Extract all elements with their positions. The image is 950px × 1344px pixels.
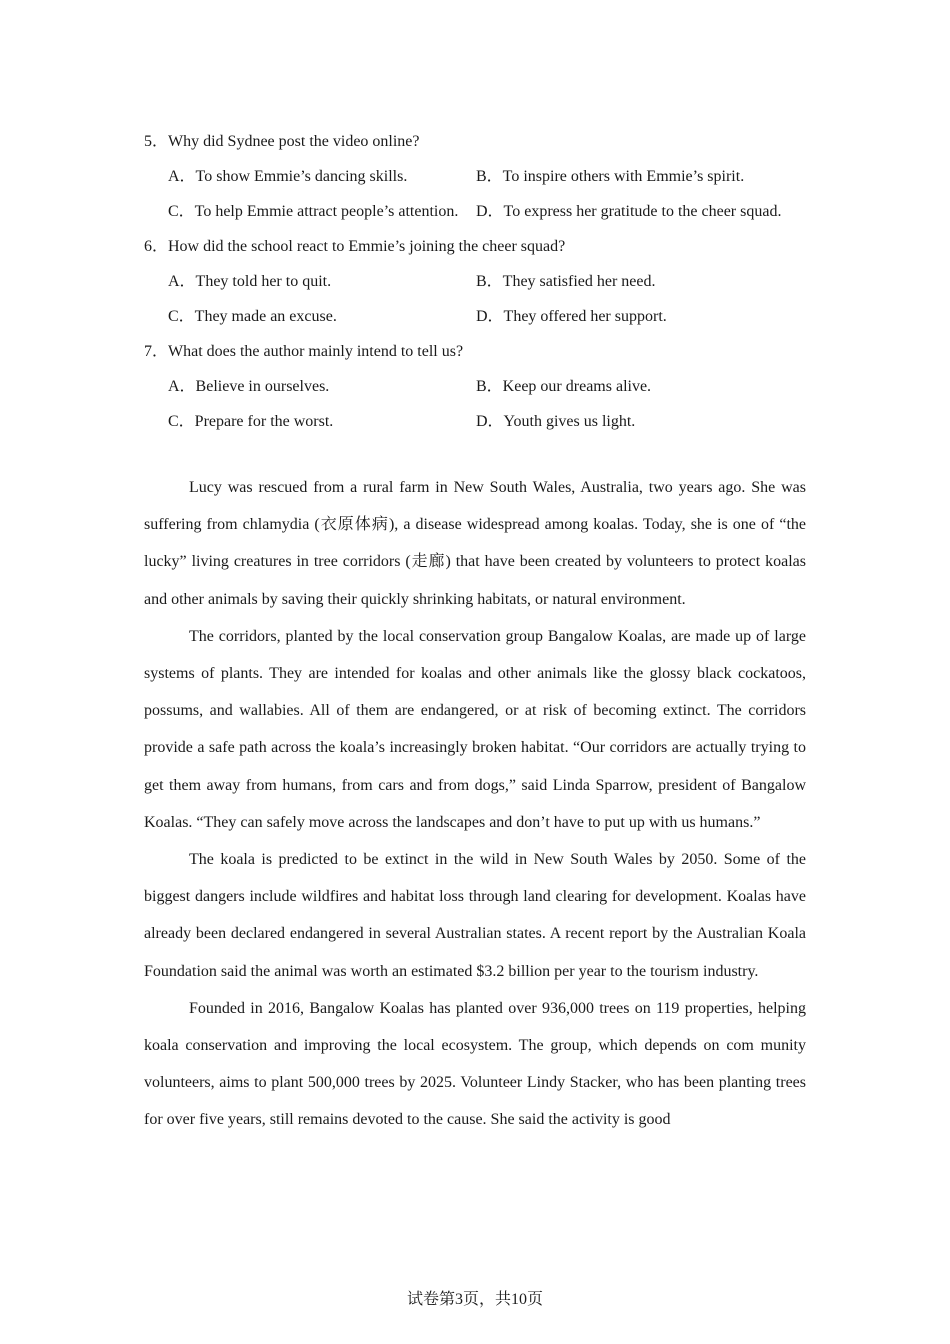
option-row bbox=[168, 369, 808, 404]
passage-paragraph: Lucy was rescued from a rural farm in New South Wales, Australia, two years ago. She was suffering from chlamydia (衣原体病), a disease widespread among koalas. Today, she is one of “the lucky” living creatures in tree corridors (走廊) that have been created by volunteers to protect koalas and other animals by saving their quickly shrinking habitats, or natural environment. bbox=[144, 479, 806, 608]
question-5 bbox=[144, 124, 806, 229]
option-c[interactable]: C．They made an excuse. bbox=[168, 308, 337, 325]
option-c[interactable]: C．To help Emmie attract people’s attention. bbox=[168, 203, 459, 220]
option-group bbox=[168, 264, 808, 334]
option-a[interactable]: A．Believe in ourselves. bbox=[168, 378, 330, 395]
option-group bbox=[168, 159, 808, 229]
option-a[interactable]: A．They told her to quit. bbox=[168, 273, 332, 290]
reading-passage bbox=[144, 469, 806, 1139]
option-b[interactable]: B．They satisfied her need. bbox=[476, 273, 656, 290]
option-row bbox=[168, 404, 808, 439]
option-row bbox=[168, 159, 808, 194]
question-list bbox=[144, 124, 806, 439]
option-row bbox=[168, 299, 808, 334]
question-stem: 5．Why did Sydnee post the video online? bbox=[144, 133, 420, 150]
question-7 bbox=[144, 334, 806, 439]
question-stem: 7．What does the author mainly intend to tell us? bbox=[144, 343, 464, 360]
question-6 bbox=[144, 229, 806, 334]
option-a[interactable]: A．To show Emmie’s dancing skills. bbox=[168, 168, 408, 185]
passage-paragraph: The corridors, planted by the local conservation group Bangalow Koalas, are made up of large systems of plants. They are intended for koalas and other animals like the glossy black cockatoos, possums, and wallabies. All of them are endangered, or at risk of becoming extinct. The corridors provide a safe path across the koala’s increasingly broken habitat. “Our corridors are actually trying to get them away from humans, from cars and from dogs,” said Linda Sparrow, president of Bangalow Koalas. “They can safely move across the landscapes and don’t have to put up with us humans.” bbox=[144, 627, 806, 831]
option-d[interactable]: D．To express her gratitude to the cheer squad. bbox=[476, 203, 782, 220]
option-row bbox=[168, 264, 808, 299]
passage-paragraph: The koala is predicted to be extinct in the wild in New South Wales by 2050. Some of the biggest dangers include wildfires and habitat loss through land clearing for development. Koalas have already been declared endangered in several Australian states. A recent report by the Australian Koala Foundation said the animal was worth an estimated $3.2 billion per year to the tourism industry. bbox=[144, 851, 806, 980]
question-stem: 6．How did the school react to Emmie’s joining the cheer squad? bbox=[144, 238, 566, 255]
option-group bbox=[168, 369, 808, 439]
option-b[interactable]: B．Keep our dreams alive. bbox=[476, 378, 652, 395]
passage-paragraph: Founded in 2016, Bangalow Koalas has planted over 936,000 trees on 119 properties, helping koala conservation and improving the local ecosystem. The group, which depends on com munity volunteers, aims to plant 500,000 trees by 2025. Volunteer Lindy Stacker, who has been planting trees for over five years, still remains devoted to the cause. She said the activity is good bbox=[144, 999, 806, 1129]
option-d[interactable]: D．They offered her support. bbox=[476, 308, 667, 325]
page-footer: 试卷第3页，共10页 bbox=[406, 1291, 543, 1308]
option-b[interactable]: B．To inspire others with Emmie’s spirit. bbox=[476, 168, 745, 185]
option-d[interactable]: D．Youth gives us light. bbox=[476, 413, 636, 430]
option-row bbox=[168, 194, 808, 229]
option-c[interactable]: C．Prepare for the worst. bbox=[168, 413, 334, 430]
